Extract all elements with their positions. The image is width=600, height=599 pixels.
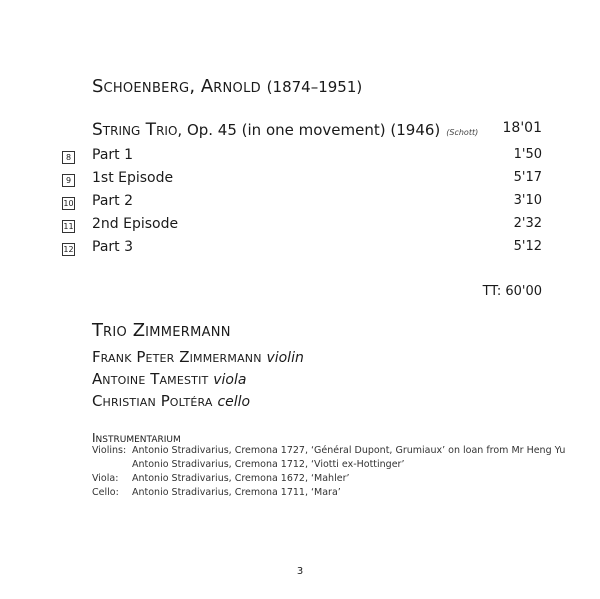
composer-dates: (1874–1951) xyxy=(266,78,363,96)
work-title: STRING TRIO, Op. 45 (in one movement) (1946) (Schott) 18'01 xyxy=(92,120,542,140)
track-title: Part 3 xyxy=(92,239,133,255)
track-duration: 2'32 xyxy=(513,216,542,231)
publisher: (Schott) xyxy=(446,128,479,137)
track-number-box: 9 xyxy=(62,174,75,187)
track-number-box: 8 xyxy=(62,151,75,164)
instrument-text: Antonio Stradivarius, Cremona 1672, ‘Mahler’ xyxy=(132,473,350,484)
player-line: CHRISTIAN POLTÉRA cello xyxy=(92,392,251,410)
composer-heading: SCHOENBERG, ARNOLD (1874–1951) xyxy=(92,76,363,97)
track-number-box: 11 xyxy=(63,222,74,231)
instrument-label: Viola: xyxy=(92,473,119,484)
total-time: TT: 60'00 xyxy=(482,284,542,299)
player-instrument: cello xyxy=(217,394,251,410)
player-instrument: violin xyxy=(266,350,304,366)
player-line: ANTOINE TAMESTIT viola xyxy=(92,370,247,388)
instrument-label: Violins: xyxy=(92,445,127,456)
instrument-label: Cello: xyxy=(92,487,119,498)
work-duration: 18'01 xyxy=(502,120,542,136)
instrument-text: Antonio Stradivarius, Cremona 1711, ‘Mara’ xyxy=(132,487,341,498)
track-title: Part 2 xyxy=(92,193,133,209)
track-title: 2nd Episode xyxy=(92,216,179,232)
ensemble-name: TRIO ZIMMERMANN xyxy=(92,320,231,341)
player-line: FRANK PETER ZIMMERMANN violin xyxy=(92,348,304,366)
track-duration: 1'50 xyxy=(513,147,542,162)
track-number-box: 12 xyxy=(63,245,74,254)
track-number-box: 10 xyxy=(63,199,74,208)
track-duration: 5'17 xyxy=(513,170,542,185)
instrument-text: Antonio Stradivarius, Cremona 1727, ‘Général Dupont, Grumiaux’ on loan from Mr Heng Yu xyxy=(132,445,566,456)
page-number: 3 xyxy=(296,566,304,577)
track-row xyxy=(62,216,542,236)
instrument-text: Antonio Stradivarius, Cremona 1712, ‘Viotti ex-Hottinger’ xyxy=(132,459,405,470)
track-title: 1st Episode xyxy=(92,170,174,186)
instrumentarium-heading: INSTRUMENTARIUM xyxy=(92,431,181,445)
player-instrument: viola xyxy=(213,372,247,388)
track-row xyxy=(62,170,542,190)
track-title: Part 1 xyxy=(92,147,133,163)
track-row xyxy=(62,147,542,167)
track-duration: 3'10 xyxy=(513,193,542,208)
track-duration: 5'12 xyxy=(513,239,542,254)
track-row xyxy=(62,239,542,259)
track-row xyxy=(62,193,542,213)
